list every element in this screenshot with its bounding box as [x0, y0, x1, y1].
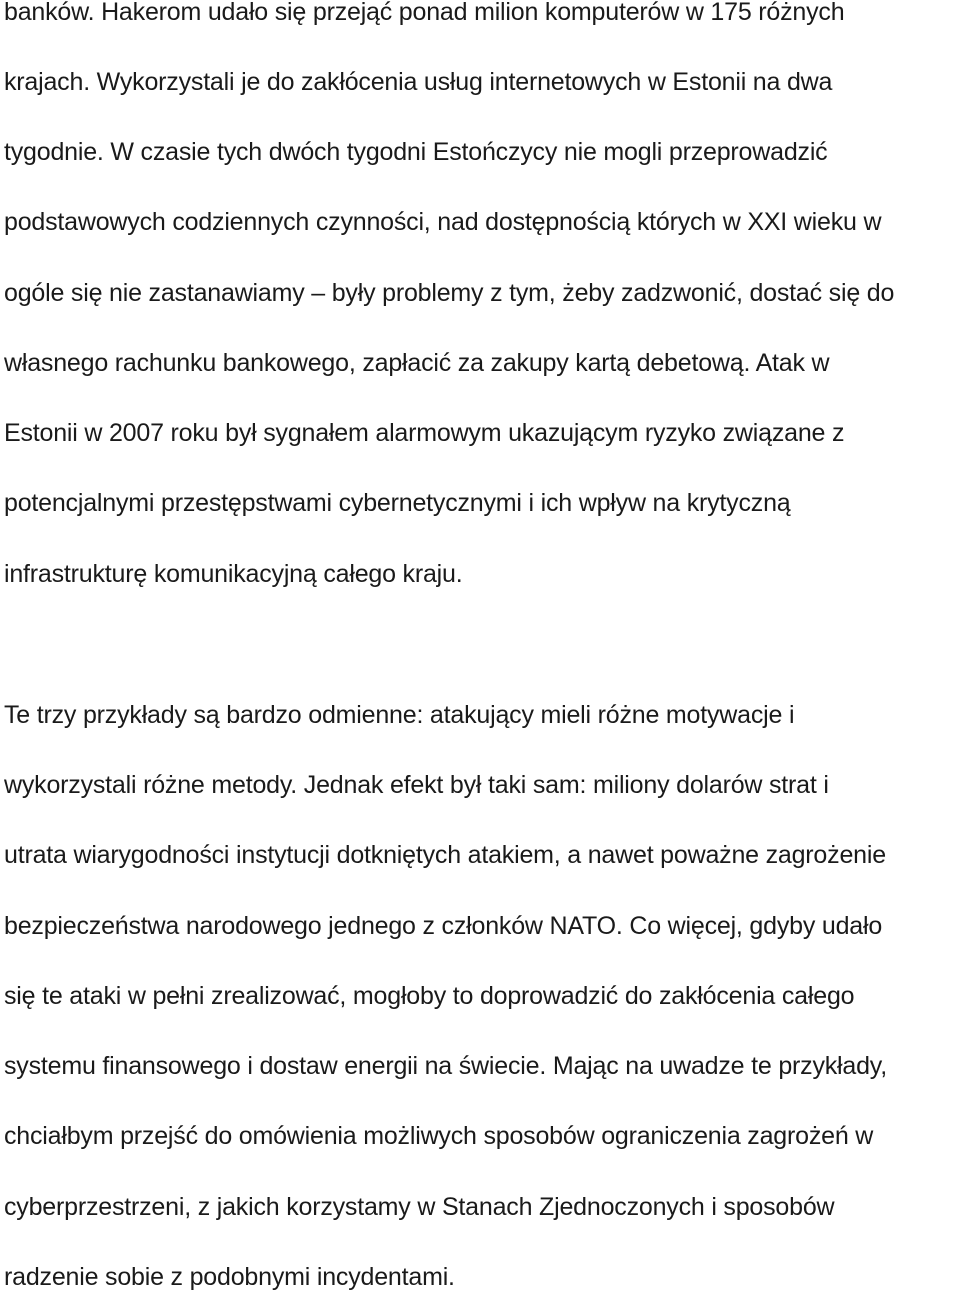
paragraph-line: chciałbym przejść do omówienia możliwych sposobów ograniczenia zagrożeń w — [4, 1122, 874, 1150]
paragraph-line: potencjalnymi przestępstwami cybernetycznymi i ich wpływ na krytyczną — [4, 489, 791, 517]
paragraph-line: cyberprzestrzeni, z jakich korzystamy w Stanach Zjednoczonych i sposobów — [4, 1193, 835, 1221]
paragraph-line: Estonii w 2007 roku był sygnałem alarmowym ukazującym ryzyko związane z — [4, 419, 845, 447]
paragraph-line: radzenie sobie z podobnymi incydentami. — [4, 1263, 455, 1291]
paragraph-line: utrata wiarygodności instytucji dotkniętych atakiem, a nawet poważne zagrożenie — [4, 841, 886, 869]
paragraph-line: Te trzy przykłady są bardzo odmienne: atakujący mieli różne motywacje i — [4, 701, 795, 729]
paragraph-line: wykorzystali różne metody. Jednak efekt był taki sam: miliony dolarów strat i — [4, 771, 829, 799]
paragraph-line: infrastrukturę komunikacyjną całego kraju. — [4, 560, 463, 588]
paragraph-line: podstawowych codziennych czynności, nad dostępnością których w XXI wieku w — [4, 208, 882, 236]
paragraph-line: własnego rachunku bankowego, zapłacić za zakupy kartą debetową. Atak w — [4, 349, 830, 377]
paragraph-line: systemu finansowego i dostaw energii na świecie. Mając na uwadze te przykłady, — [4, 1052, 887, 1080]
paragraph-line: tygodnie. W czasie tych dwóch tygodni Estończycy nie mogli przeprowadzić — [4, 138, 828, 166]
paragraph-line: krajach. Wykorzystali je do zakłócenia usług internetowych w Estonii na dwa — [4, 68, 833, 96]
paragraph-line: ogóle się nie zastanawiamy – były problemy z tym, żeby zadzwonić, dostać się do — [4, 279, 895, 307]
paragraph-line: banków. Hakerom udało się przejąć ponad milion komputerów w 175 różnych — [4, 0, 845, 26]
paragraph-line: się te ataki w pełni zrealizować, mogłoby to doprowadzić do zakłócenia całego — [4, 982, 855, 1010]
paragraph-line: bezpieczeństwa narodowego jednego z członków NATO. Co więcej, gdyby udało — [4, 912, 883, 940]
